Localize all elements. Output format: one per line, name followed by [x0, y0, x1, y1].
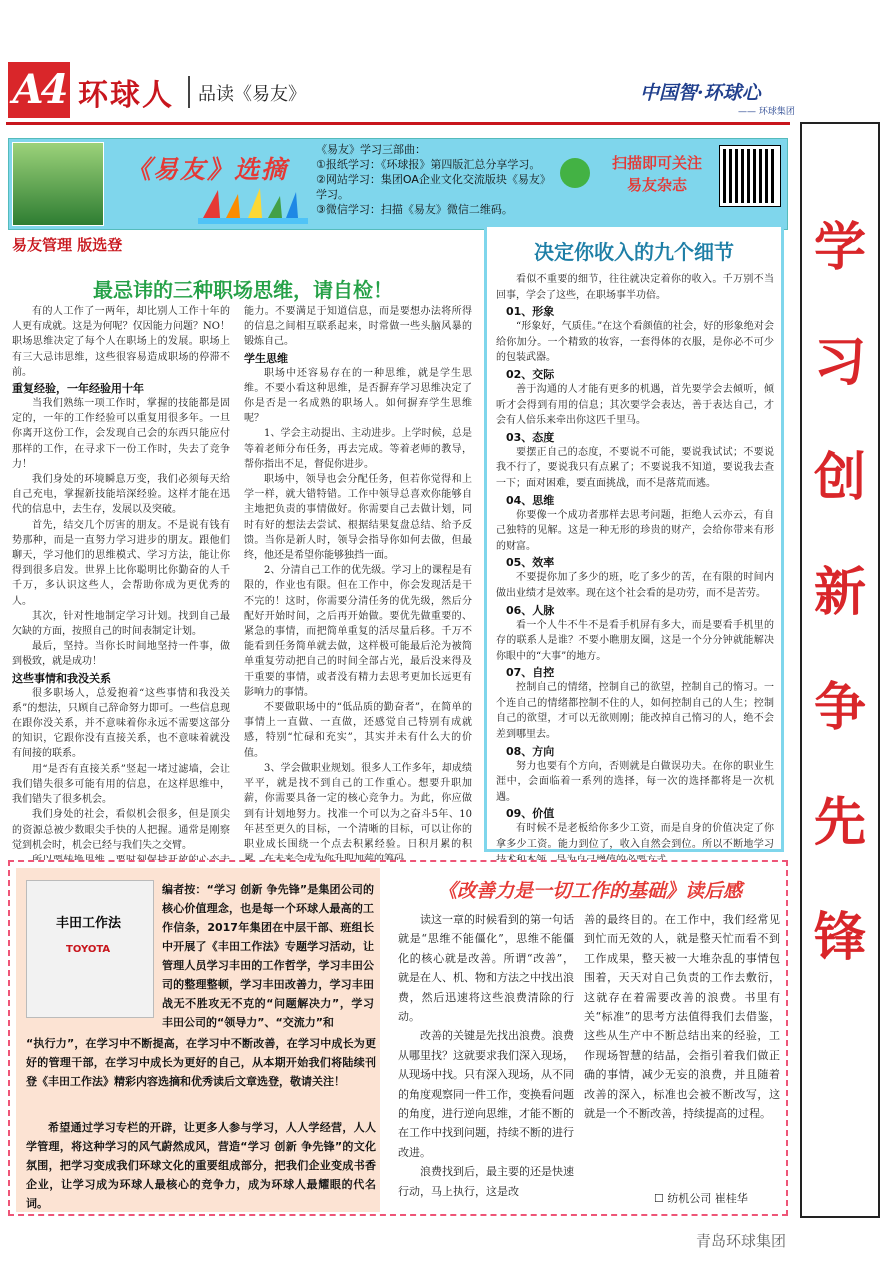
article-paragraph: 我们身处的环境瞬息万变，我们必须每天给自己充电，掌握新技能培深经验。这样才能在迅代的信息中，去生存，发展以及突破。 — [12, 474, 230, 516]
article-paragraph: 改善的关键是先找出浪费。浪费从哪里找？这就要求我们深入现场，从现场中找。只有深入现场，从不同的角度观察同一件工作，变换看问题的角度，进行逆向思维，才能不断的在工作中找到问题，持续不断的进行改进。 — [398, 1029, 574, 1159]
article-column — [12, 304, 230, 883]
article-paragraph: 有的人工作了一两年，却比别人工作十年的人更有成就。这是为何呢？仅因能力问题？NO！职场思维决定了每个人在职场上的发展。职场上有三大忌讳思维，这些很容易造成职场的停滞不前。 — [12, 306, 230, 378]
article-subheading: 04、思维 — [506, 493, 555, 507]
qr-code[interactable] — [720, 146, 780, 206]
article-paragraph: 3、学会做职业规划。很多人工作多年，却成绩平平，就是找不到自己的工作重心。想要升职加薪，你需要具备一定的核心竞争力。为此，你应做到有计划地努力。找准一个可以为之奋斗5年、10年甚至更久的目标，一个清晰的目标，可以让你的职业成长围绕一个点去积累经验。日积月累的积 — [244, 762, 472, 850]
article-subheading: 08、方向 — [506, 744, 555, 758]
article-paragraph: 2、分清自己工作的优先级。学习上的课程是有限的，作业也有限。但在工作中，你会发现活是干不完的！这时，你需要分清任务的优先级，然后分配好开始时间，之后再开始做。要优先做重要的、紧急的事情，而把简单重复的活尽量后移。千万不能看到任务简单就去做，这样极可能最后沦为被简单重复劳动把自己的时间全部占光，最后没来得及干重要的事情，或者没有精力去思考更加长远更有影响力的事情。 — [244, 565, 472, 698]
article-subheading: 06、人脉 — [506, 603, 555, 617]
article-paragraph: 最后，坚持。当你长时间地坚持一件事，做到极致，就是成功！ — [12, 641, 230, 668]
article-subheading: 学生思维 — [244, 351, 288, 365]
article-paragraph: 首先，结交几个厉害的朋友。不是说有钱有势那种，而是一直努力学习进步的朋友。跟他们聊天，学习他们的思维模式、学习方法，能让你得到很多启发。世界上比你聪明比你勤奋的人千千万，多认识这些人，会帮助你成为更优秀的人。 — [12, 519, 230, 607]
header-slogan: 中国智·环球心 — [640, 82, 761, 104]
banner-info-line: 《易友》学习三部曲： — [316, 143, 426, 156]
article-column — [398, 910, 574, 1201]
article-subheading: 这些事情和我没关系 — [12, 671, 111, 685]
book-title: 丰田工作法 — [56, 916, 122, 931]
article-paragraph: 读这一章的时候看到的第一句话就是“思维不能僵化”，思维不能僵化的核心就是改善。所谓“改善”，就是在人、机、物和方法之中找出浪费，然后迅速将这些浪费清除的行动。 — [398, 913, 574, 1024]
article-paragraph: 我们身处的社会，看似机会很多，但是顶尖的资源总被少数眼尖手快的人把握。通常是刚察觉到机会时，机会已经与我们失之交臂。 — [12, 809, 230, 851]
banner-info-line: ③微信学习：扫描《易友》微信二维码。 — [316, 203, 513, 216]
article-paragraph: 看一个人牛不牛不是看手机屏有多大，而是要看手机里的存的联系人是谁？不要小瞧朋友圈，这是一个分分钟就能解决你眼中的“大事”的地方。 — [496, 619, 774, 662]
article-body — [496, 272, 774, 868]
column-logo: 易友管理 版选登 — [12, 236, 123, 254]
article-paragraph: 浪费找到后，最主要的还是快速行动，马上执行，这是改 — [398, 1165, 574, 1198]
article-subheading: 02、交际 — [506, 367, 555, 381]
editor-note: “执行力”，在学习中不断提高，在学习中不断改善，在学习中成长为更好的管理干部，在学习中成长为更好的自己，从本期开始我们将陆续刊登《丰田工作法》精彩内容选摘和优秀读后文章选登，敬请关注！ — [26, 1037, 376, 1088]
article-subheading: 09、价值 — [506, 807, 555, 821]
brand-title: 环球人 — [78, 78, 174, 113]
article-paragraph: 用“是否有直接关系”竖起一堵过滤墙，会让我们错失很多可能有用的信息，在这样思维中，我们错失了很多机会。 — [12, 763, 230, 806]
article-paragraph: 职场中，领导也会分配任务，但若你觉得和上学一样，就大错特错。工作中领导总喜欢你能够自主地把负责的事情做好。你需要自己去做计划，同时有好的想法去尝试、根据结果复盘总结、给予反馈。当你是新人时，领导会指导你如何去做，但最终，他还是希望你能够独挡一面。 — [244, 474, 472, 562]
article-paragraph: 不要提你加了多少的班，吃了多少的苦，在有限的时间内做出业绩才是效率。现在这个社会看的是功劳，而不是苦劳。 — [496, 572, 774, 599]
article-subheading: 重复经验，一年经验用十年 — [12, 382, 144, 396]
scan-line: 扫描即可关注 — [611, 154, 702, 172]
book-brand: TOYOTA — [66, 944, 111, 955]
article-paragraph: 当我们熟练一项工作时，掌握的技能都是固定的，一年的工作经验可以重复用很多年。一旦你离开这份工作，会发现自己会的东西只能应付那样的工作，在寻求下一份工作时，失去了竞争力！ — [12, 398, 230, 470]
author-byline: ☐ 纺机公司 崔桂华 — [654, 1192, 748, 1205]
header-slogan-sub: —— 环球集团 — [738, 107, 795, 117]
header-divider — [188, 76, 190, 108]
scan-prompt — [598, 152, 716, 196]
article-paragraph: 善的最终目的。在工作中，我们经常见到忙而无效的人，就是整天忙而看不到工作成果，整天被一大堆杂乱的事情包围着，天天对自己负责的工作去敷衍，这就存在着需要改善的浪费。书里有关“标准”的思考方法值得我们去借鉴，这些从生产中不断总结出来的经验，工作现场智慧的结晶，会指引着我们做正确的事情，减少无妄的浪费，并且随着改善的深入，标准也会被不断改写，这就是一个不断改善，持续提高的过程。 — [584, 913, 780, 1121]
article-paragraph: 要摆正自己的态度，不要说不可能，要说我试试；不要说我不行了，要说我只有点累了；不要说我不知道，要说我去查一下；面对困难，要直面挑战，而不是落荒而逃。 — [496, 446, 774, 489]
article-paragraph: 控制自己的情绪，控制自己的欲望，控制自己的惰习。一个连自己的情绪都控制不住的人，如何控制自己的人生；控制自己的欲望，才可以无欲则刚；能改掉自己惰习的人，绝不会差到哪里去。 — [496, 682, 774, 741]
article-paragraph: 很多职场人，总爱抱着“这些事情和我没关系”的想法，只顾自己辞命努力即可。一些信息现在跟你没关系，并不意味着你永远不需要这部分的知识，它跟你没有直接关系，也不意味着就没有间接的联系。 — [12, 687, 230, 760]
watermark: 青岛环球集团 — [696, 1232, 787, 1250]
article-title: 《改善力是一切工作的基础》读后感 — [437, 880, 742, 902]
article-paragraph: 其次，针对性地制定学习计划。找到自己最欠缺的方面，按照自己的时间表制定计划。 — [12, 610, 230, 638]
article-intro: 看似不重要的细节，往往就决定着你的收入。千万别不当回事，学会了这些，在职场事半功倍。 — [496, 274, 774, 301]
banner-info-line: ①报纸学习：《环球报》第四版汇总分享学习。 — [316, 158, 541, 171]
article-subheading: 05、效率 — [506, 556, 555, 570]
article-paragraph: 善于沟通的人才能有更多的机遇，首先要学会去倾听，倾听才会得到有用的信息；其次要学会表达，善于表达自己，才会有人倍乐来牵出你这匹千里马。 — [496, 383, 774, 427]
article-paragraph: 能力。不要满足于知道信息，而是要想办法将所得的信息之间相互联系起来，时常做一些头脑风暴的锻炼自己。 — [244, 306, 472, 348]
article-paragraph: 有时候不是老板给你多少工资，而是自身的价值决定了你拿多少工资。能力到位了，收入自然会到位。所以不断地学习 — [496, 823, 774, 851]
side-banner-text: 学习创新争先锋 — [813, 217, 866, 968]
banner-info — [316, 142, 556, 217]
article-subheading: 03、态度 — [506, 430, 555, 444]
article-paragraph: “形象好，气质佳。”在这个看颜值的社会，好的形象绝对会给你加分。一个精致的妆容，一套得体的衣服，是你必不可少的包装武器。 — [496, 321, 774, 364]
editor-note: 编者按：“学习 创新 争先锋”是集团公司的核心价值理念，也是每一个环球人最高的工作信条，2017年集团在中层干部、班组长中开展了《丰田工作法》专题学习活动，让管理人员学习丰田的工作哲学，学习丰田公司的整理整顿，学习丰田改善力，学习丰田战无不胜攻无不克的“问题解决力”，学习丰田公司的“领导力”、“交流力”和 — [162, 883, 374, 1029]
article-paragraph: 职场中还容易存在的一种思维，就是学生思维。不要小看这种思维，是否摒弃学习思维决定了你是否是一名成熟的职场人。如何摒弃学生思维呢？ — [244, 367, 472, 425]
section-title: 品读《易友》 — [198, 84, 306, 105]
header-rule — [6, 122, 790, 125]
article-paragraph: 努力也要有个方向，否则就是白做误功夫。在你的职业生涯中，会面临着一系列的选择，每一次的选择都将是一次机遇。 — [496, 760, 774, 803]
article-paragraph: 你要像一个成功者那样去思考问题，拒绝人云亦云，有自己独特的见解。这是一种无形的珍贵的财产，会给你带来有形的财富。 — [496, 509, 774, 552]
banner-title: 《易友》选摘 — [126, 155, 289, 184]
sailboats-illustration — [198, 186, 308, 224]
article-title: 最忌讳的三种职场思维，请自检！ — [93, 278, 393, 302]
editor-note: 希望通过学习专栏的开辟，让更多人参与学习，人人学经营，人人学管理，将这种学习的风气蔚然成风，营造“学习 创新 争先锋”的文化氛围，把学习变成我们环球文化的重要组成部分，把我们企业变成书香企业，让学习成为环球人最核心的竞争力，成为环球人最耀眼的代名词。 — [26, 1121, 376, 1210]
article-title: 决定你收入的九个细节 — [534, 240, 734, 264]
page-number: A4 — [8, 62, 70, 118]
wechat-icon — [560, 158, 590, 188]
article-column — [584, 910, 780, 1123]
article-paragraph: 不要做职场中的“低品质的勤奋者”，在简单的事情上一直做、一直做，还感觉自己特别有成就感，特别“忙碌和充实”，其实并未有什么大的价值。 — [244, 702, 472, 759]
article-subheading: 07、自控 — [506, 666, 555, 680]
scan-line: 易友杂志 — [626, 176, 687, 194]
article-subheading: 01、形象 — [506, 305, 555, 319]
banner-info-line: ②网站学习：集团OA企业文化交流版块《易友》学习。 — [316, 173, 551, 201]
magazine-cover-image — [12, 142, 104, 226]
article-column — [244, 304, 472, 867]
article-paragraph: 1、学会主动提出、主动进步。上学时候，总是等着老师分布任务，再去完成。等着老师的教导，帮你指出不足，督促你进步。 — [244, 428, 472, 470]
